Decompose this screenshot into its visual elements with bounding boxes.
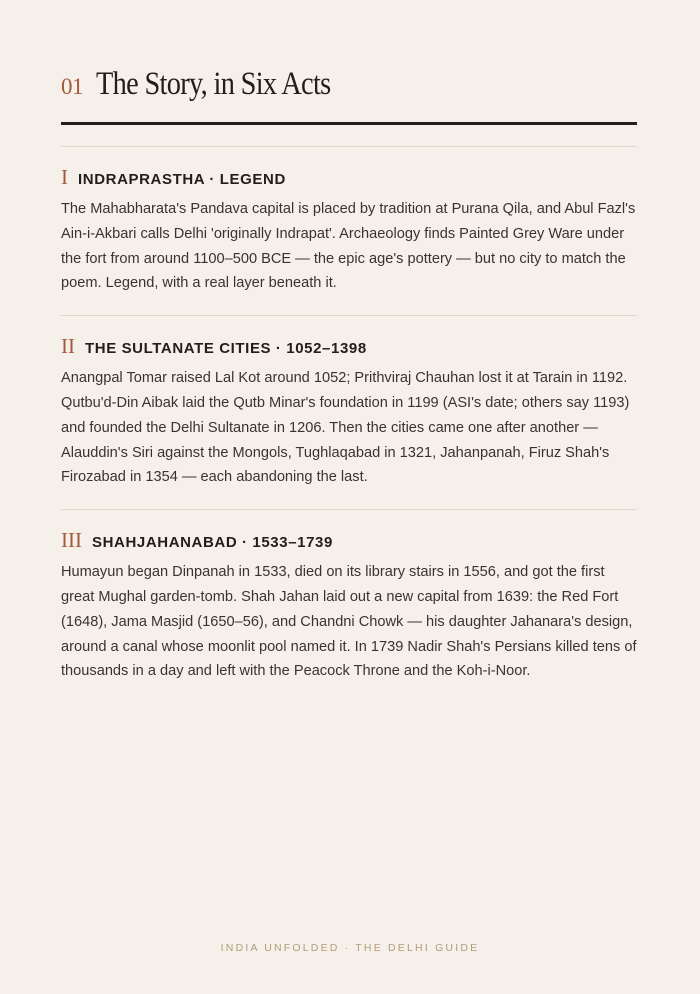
section-number: 01 (61, 74, 83, 99)
act-heading: SHAHJAHANABAD · 1533–1739 (91, 534, 333, 552)
act-heading: THE SULTANATE CITIES · 1052–1398 (85, 340, 367, 358)
title-rule (61, 122, 637, 125)
act-sultanate-cities (61, 315, 637, 490)
act-body: Humayun began Dinpanah in 1533, died on its library stairs in 1556, and got the first great Mughal garden-tomb. Shah Jahan laid out a new capital from 1639: the Red Fort (1648), Jama Masjid (1650–56), and Chandni Chowk — his daughter Jahanara's design, around a canal whose moonlit pool named it. In 1739 Nadir Shah's Persians killed tens of thousands in a day and left with the Peacock Throne and the Koh-i-Noor. (61, 564, 637, 680)
act-heading: INDRAPRASTHA · LEGEND (78, 171, 286, 188)
act-numeral: III (61, 528, 82, 553)
act-heading-row (61, 528, 637, 552)
act-numeral: I (61, 165, 68, 189)
act-numeral: II (61, 334, 75, 359)
page-content (61, 66, 637, 684)
act-indraprastha (61, 146, 637, 296)
act-shahjahanabad (61, 509, 637, 684)
act-heading-row (61, 334, 637, 358)
act-body: The Mahabharata's Pandava capital is placed by tradition at Purana Qila, and Abul Fazl's Ain-i-Akbari calls Delhi 'originally Indrapat'. Archaeology finds Painted Grey Ware under the fort from around 1100–500 BCE — the epic age's pottery — but no city to match the poem. Legend, with a real layer beneath it. (61, 201, 636, 292)
page-footer: INDIA UNFOLDED · THE DELHI GUIDE (220, 942, 480, 954)
act-heading-row (61, 165, 637, 189)
act-body: Anangpal Tomar raised Lal Kot around 1052; Prithviraj Chauhan lost it at Tarain in 1192. Qutbu'd-Din Aibak laid the Qutb Minar's foundation in 1199 (ASI's date; others say 1193) and founded the Delhi Sultanate in 1206. Then the cities came one after another — Alauddin's Siri against the Mongols, Tughlaqabad in 1321, Jahanpanah, Firuz Shah's Firozabad in 1354 — each abandoning the last. (61, 370, 630, 486)
section-title: The Story, in Six Acts (96, 66, 331, 102)
section-header (61, 66, 637, 108)
